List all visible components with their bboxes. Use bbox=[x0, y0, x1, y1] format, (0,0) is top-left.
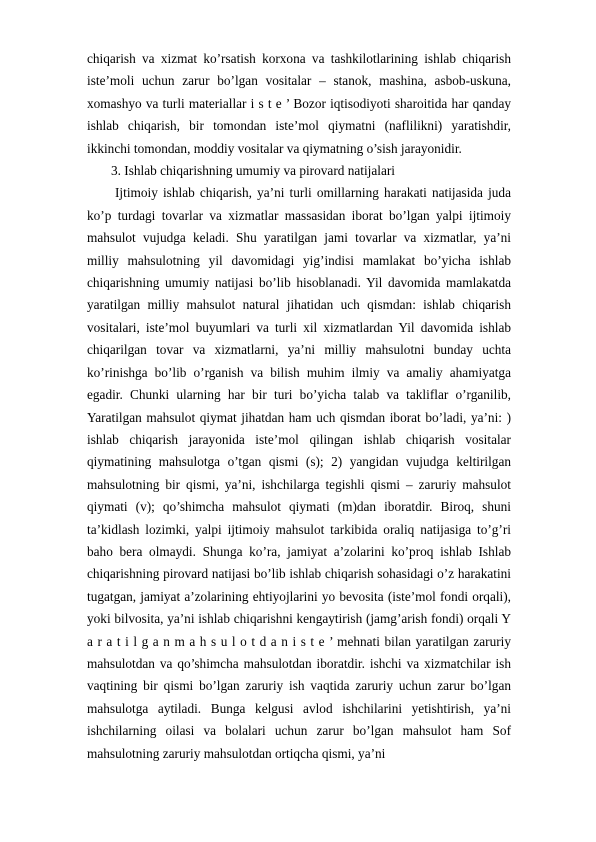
paragraph-intro: chiqarish va xizmat ko’rsatish korxona va tashkilotlarining ishlab chiqarish iste’moli uchun zarur bo’lgan vositalar – stanok, mashina, asbob-uskuna, xomashyo va turli materiallar i s t e ’ Bozor iqtisodiyoti sharoitida har qanday ishlab chiqarish, bir tomondan iste’mol qiymatni (naflilikni) yaratishdir, ikkinchi tomondan, moddiy vositalar va qiymatning o’sish jarayonidir. bbox=[87, 51, 511, 156]
section-heading: 3. Ishlab chiqarishning umumiy va pirovard natijalari bbox=[111, 163, 395, 179]
paragraph-main: Ijtimoiy ishlab chiqarish, ya’ni turli omillarning harakati natijasida juda ko’p turdagi tovarlar va xizmatlar massasidan iborat bo’lgan yalpi ijtimoiy mahsulot vujudga keladi. Shu yaratilgan jami tovarlar va xizmatlar, ya’ni milliy mahsulotning yil davomidagi yig’indisi mamlakat bo’yicha ishlab chiqarishning umumiy natijasi bo’lib hisoblanadi. Yil davomida mamlakatda yaratilgan milliy mahsulot natural jihatidan uch qismdan: ishlab chiqarish vositalari, iste’mol buyumlari va turli xil xizmatlardan Yil davomida ishlab chiqarilgan tovar va xizmatlarni, ya’ni milliy mahsulotni bunday uchta ko’rinishga bo’lib o’rganish va bilish muhim ilmiy va amaliy ahamiyatga egadir. Chunki ularning har bir turi bo’yicha talab va takliflar o’rganilib, Yaratilgan mahsulot qiymat jihatdan ham uch qismdan iborat bo’ladi, ya’ni: ) ishlab chiqarish jarayonida iste’mol qilingan ishlab chiqarish vositalar qiymatining mahsulotga o’tgan qismi (s); 2) yangidan vujudga keltirilgan mahsulotning bir qismi, ya’ni, ishchilarga tegishli qismi – zaruriy mahsulot qiymati (v); qo’shimcha mahsulot qiymati (m)dan iboratdir. Biroq, shuni ta’kidlash lozimki, yalpi ijtimoiy mahsulot tarkibida oraliq natijasiga to’g’ri baho bera olmaydi. Shunga ko’ra, jamiyat a’zolarini ko’proq ishlab Ishlab chiqarishning pirovard natijasi bo’lib ishlab chiqarish sohasidagi o’z harakatini tugatgan, jamiyat a’zolarining ehtiyojlarini yo bevosita (iste’mol fondi orqali), yoki bilvosita, ya’ni ishlab chiqarishni kengaytirish (jamg’arish fondi) orqali Y a r a t i l g a n m a h s u l o t d a n i s t e ’ mehnati bilan yaratilgan zaruriy mahsulotdan va qo’shimcha mahsulotdan iboratdir. ishchi va xizmatchilar ish vaqtining bir qismi bo’lgan zaruriy ish vaqtida zaruriy uchun zarur bo’lgan mahsulotga aytiladi. Bunga kelgusi avlod ishchilarini yetishtirish, ya’ni ishchilarning oilasi va bolalari uchun zarur bo’lgan mahsulot ham Sof mahsulotning zaruriy mahsulotdan ortiqcha qismi, ya’ni bbox=[87, 185, 511, 761]
document-body bbox=[87, 48, 511, 765]
